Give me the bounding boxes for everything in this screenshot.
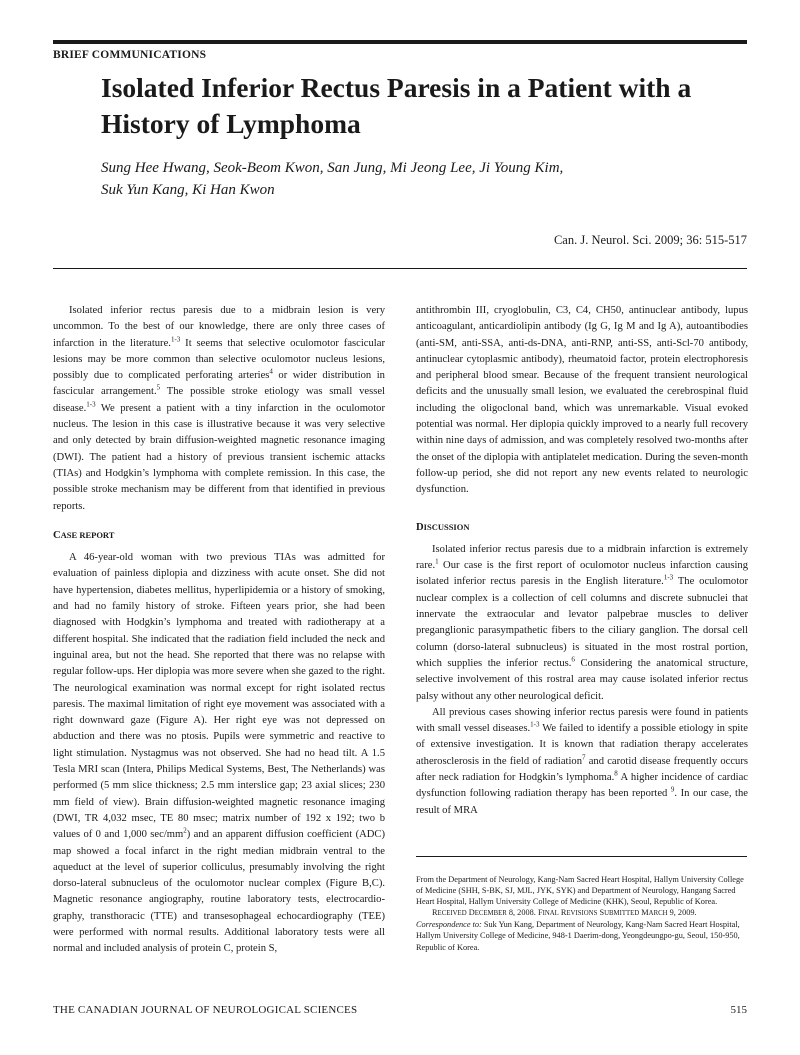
discussion-paragraph-1: Isolated inferior rectus paresis due to a midbrain infarction is extremely rare.$^1$ Our case is the first report of oculomotor nucleus infarction causing isolated inferior rectus paresis in the English literature.$^{1-3}$ The oculomotor nuclear complex is a collection of cell columns and discrete subnuclei that innervate the extraocular and levator palpebrae muscles to deliver preganglionic parasympathetic fibers to the ciliary ganglion. The dorsal cell column (dorso-lateral subnucleus) is situated in the most rostral portion, which supplies the inferior rectus.$^6$ Considering the anatomical structure, selective involvement of this rostral area may cause isolated inferior rectus palsy without any other neurological deficit. (416, 543, 748, 702)
footnote (416, 874, 747, 953)
footnote-divider (416, 856, 747, 857)
case-report-paragraph: A 46-year-old woman with two previous TIAs was admitted for evaluation of painless diplopia and dizziness with acute onset. She did not have hypertension, diabetes mellitus, hyperlipidemia or a history of smoking, and had no family history of stroke. Fifteen years prior, she had been diagnosed with Hodgkin’s lymphoma and treated with radiotherapy at a different hospital. She indicated that the radiation field included the neck and inguinal area, but not the head. She reported that there was no relapse with regular follow-ups. Her diplopia was more severe when she gazed to the right. The neurological examination was normal except for right isolated rectus paresis. The maximal limitation of right eye movement was associated with a right downward gaze (Figure A). Her right eye was not depressed on abduction and there was no ptosis. Pupils were symmetric and reactive to light stimulation. Nystagmus was not observed. She had no head tilt. A 1.5 Tesla MRI scan (Intera, Philips Medical Systems, Best, The Netherlands) was performed (5 mm slice thickness; 2.5 mm interslice gap; 23 axial slices; 230 mm field of view). Brain diffusion-weighted magnetic resonance imaging (DWI, TR 4,032 msec, TE 80 msec; matrix number of 192 x 192; two b values of 0 and 1,000 $\sec/mm^2$) and an apparent diffusion coefficient (ADC) map showed a focal infarct in the right median midbrain ventral to the aqueduct at the level of superior colliculus, presumably involving the right dorso-lateral subnucleus of the oculomotor nuclear complex (Figure B,C). Magnetic resonance angiography, routine laboratory tests, electrocardio-graphy, transthoracic (TTE) and transesophageal echocardiography (TEE) were performed with normal results. Additional laboratory tests were all normal and included analysis of protein C, protein S, (53, 552, 385, 955)
discussion-heading: DISCUSSION (416, 521, 470, 533)
reference-superscript: 8 (614, 769, 618, 778)
reference-superscript: 7 (582, 753, 586, 762)
footer-journal-name: THE CANADIAN JOURNAL OF NEUROLOGICAL SCIENCES (53, 1004, 358, 1016)
reference-superscript: 1-3 (86, 400, 96, 409)
reference-superscript: 9 (670, 785, 675, 794)
page-number: 515 (730, 1004, 747, 1016)
intro-paragraph: Isolated inferior rectus paresis due to a midbrain lesion is very uncommon. To the best of our knowledge, there are only three cases of infarction in the literature.$^{1-3}$ It seems that selective oculomotor fascicular lesions may be more common than selective oculomotor nucleus lesions, possibly due to complicated perforating arteries$^4$ or wider distribution in fascicular arrangement.$^5$ The possible stroke etiology was small vessel disease.$^{1-3}$ We present a patient with a tiny infarction in the oculomotor nucleus. The lesion in this case is illustrative because it was very selective and only detected by brain diffusion-weighted magnetic resonance imaging (DWI). The patient had a history of previous transient ischemic attacks (TIAs) and Hodgkin’s lymphoma with complete remission. In this case, the possible stroke mechanism may be different from that identified in previous reports. (53, 305, 385, 512)
reference-superscript: 5 (156, 383, 161, 392)
citation: Can. J. Neurol. Sci. 2009; 36: 515-517 (553, 233, 747, 247)
reference-superscript: 1-3 (530, 720, 540, 729)
header-divider (53, 268, 747, 269)
reference-superscript: 6 (571, 655, 575, 664)
correspondence-note: Correspondence to: Suk Yun Kang, Department of Neurology, Kang-Nam Sacred Heart Hospital, Hallym University College of Medicine, 948-1 Daerim-dong, Yeongdeungpo-gu, Seoul, 150-950, Republic of Korea. (416, 920, 740, 952)
case-report-heading: CASE REPORT (53, 529, 115, 541)
affiliation-note: From the Department of Neurology, Kang-Nam Sacred Heart Hospital, Hallym University College of Medicine (SHH, S-BK, SJ, MJL, JYK, SYK) and Department of Neurology, Hangang Sacred Heart Hospital, Hallym University College of Medicine (KHK), Seoul, Republic of Korea. (416, 875, 744, 907)
section-label: BRIEF COMMUNICATIONS (53, 49, 207, 61)
reference-superscript: 4 (269, 367, 273, 376)
authors-line-2: Suk Yun Kang, Ki Han Kwon (101, 182, 275, 198)
case-report-continued: antithrombin III, cryoglobulin, C3, C4, CH50, antinuclear antibody, lupus anticoagulant, anticardiolipin antibody (Ig G, Ig M and Ig A), autoantibodies (anti-SM, anti-SSA, anti-ds-DNA, anti-RNP, anti-SS, anti-Scl-70 antibody, antinuclear cytoplasmic antibody), rheumatoid factor, protein electrophoresis and peripheral blood smear. Because of the frequent transient neurological deficits and the unusually small lesion, we evaluated the cerebrospinal fluid including the oligoclonal band, which was unremarkable. Visual evoked potential was normal. Her diplopia quickly improved to a nearly full recovery within nine days of admission, and was completely resolved two-months after the onset of the diplopia with antiplatelet medication. During the seven-month follow-up period, she did not report any new events related to neurologic dysfunction. (416, 305, 748, 496)
received-note: RECEIVED DECEMBER 8, 2008. FINAL REVISIONS SUBMITTED MARCH 9, 2009. (432, 908, 697, 918)
discussion-paragraph-2: All previous cases showing inferior rectus paresis were found in patients with small vessel diseases.$^{1-3}$ We failed to identify a possible etiology in spite of extensive investigation. It is known that radiation therapy accelerates atherosclerosis in the field of radiation$^7$ and carotid disease frequently occurs after neck radiation for Hodgkin’s lymphoma.$^8$ A higher incidence of cardiac dysfunction following radiation therapy has been reported $^9$. In our case, the result of MRA (416, 706, 749, 816)
reference-superscript: 1-3 (170, 335, 181, 344)
author-list (101, 157, 721, 201)
top-rule (53, 40, 747, 44)
unit-superscript: 2 (183, 826, 187, 835)
correspondence-label: Correspondence to: (416, 920, 482, 930)
article-title: Isolated Inferior Rectus Paresis in a Patient with a History of Lymphoma (101, 72, 692, 139)
authors-line-1: Sung Hee Hwang, Seok-Beom Kwon, San Jung, Mi Jeong Lee, Ji Young Kim, (101, 160, 564, 176)
reference-superscript: 1 (435, 557, 439, 566)
right-column (416, 303, 748, 819)
left-column (53, 303, 385, 958)
reference-superscript: 1-3 (663, 573, 674, 582)
